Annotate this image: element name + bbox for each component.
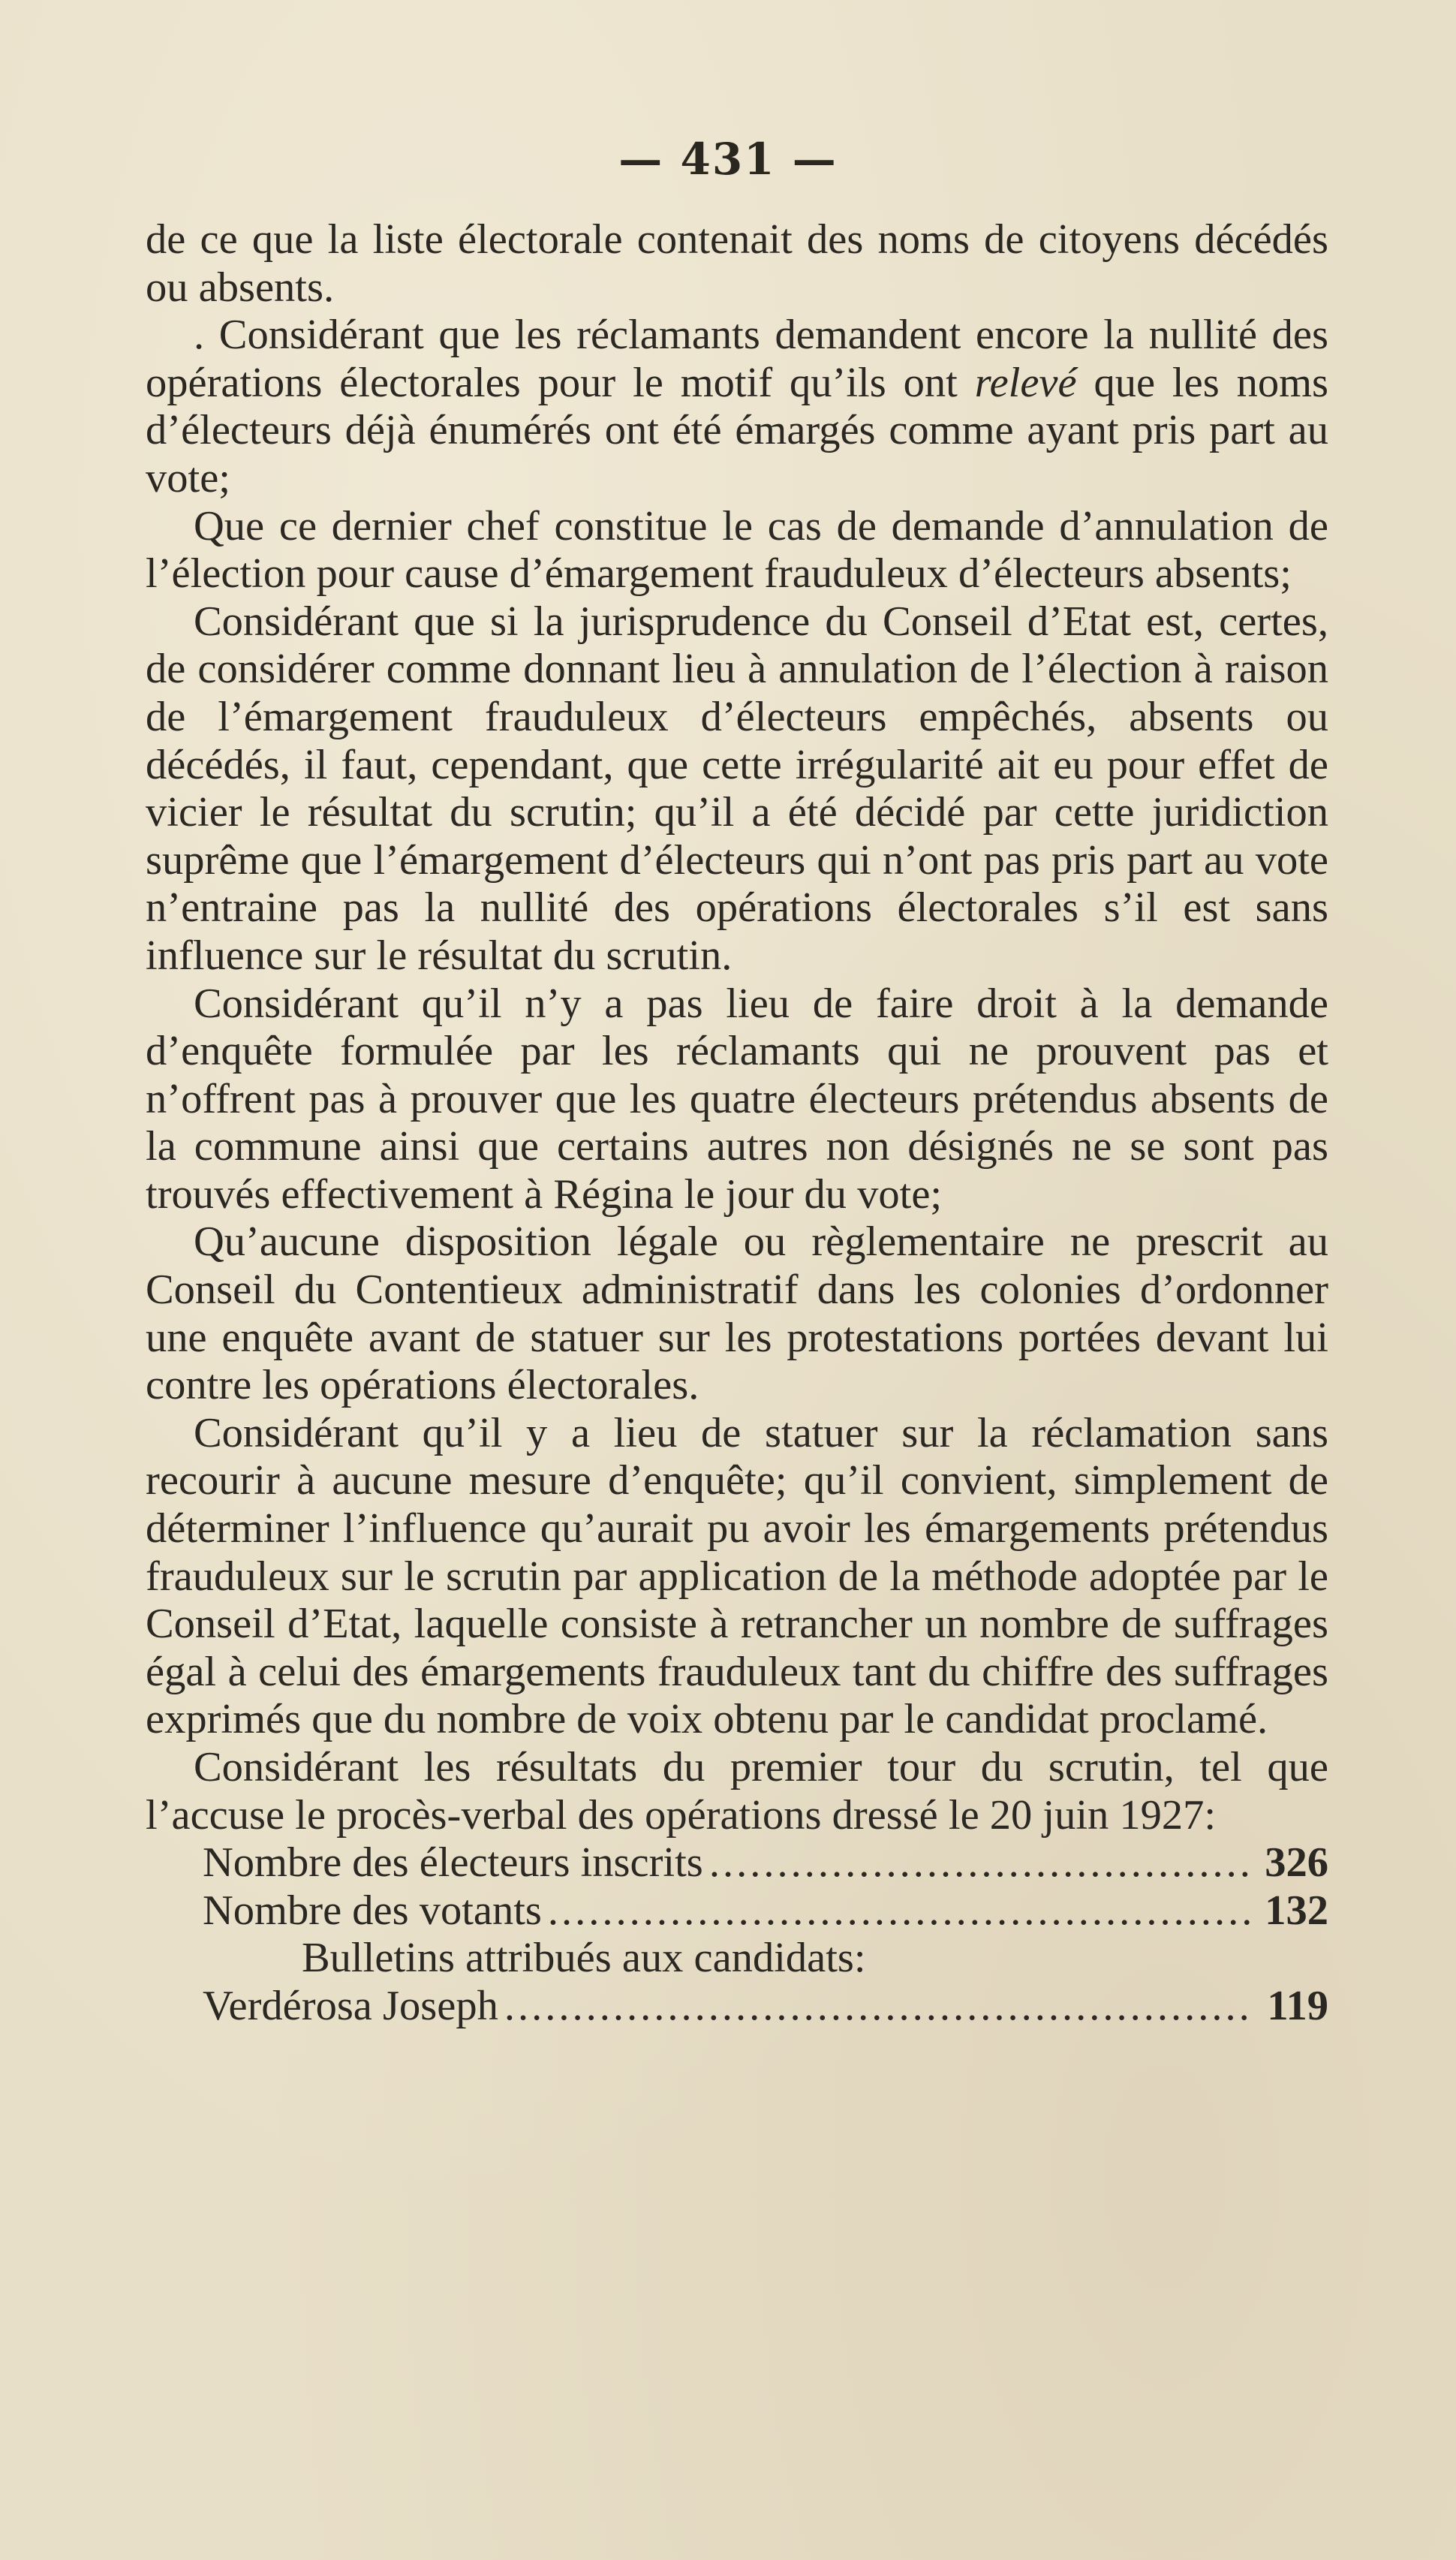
tally-label: Nombre des votants <box>203 1887 542 1934</box>
tally-row-registered <box>146 1839 1328 1887</box>
tally-label: Verdérosa Joseph <box>203 1982 498 2029</box>
body-text <box>146 216 1328 2031</box>
paragraph-text: . Considérant que les réclamants demandent encore la nullité des opérations électorales pour le motif qu’ils ont <box>146 312 1328 406</box>
paragraph-continuation: de ce que la liste électorale contenait des noms de citoyens décédés ou absents. <box>146 216 1328 311</box>
tally-label: Nombre des électeurs inscrits <box>203 1839 703 1887</box>
page-number: — 431 — <box>618 134 838 185</box>
paragraph-results-intro: Considérant les résultats du premier tour du scrutin, tel que l’accuse le procès-verbal des opérations dressé le 20 juin 1927: <box>146 1744 1328 1839</box>
paragraph-text: que les noms d’électeurs déjà énumérés ont été émargés comme ayant pris part au vote; <box>146 359 1329 501</box>
paragraph-inquiry-request: Considérant qu’il n’y a pas lieu de faire droit à la demande d’enquête formulée par les réclamants qui ne prouvent pas et n’offrent pas à prouver que les quatre électeurs prétendus absents de la commune ainsi que certains autres non désignés ne se sont pas trouvés effectivement à Régina le jour du vote; <box>146 980 1328 1218</box>
tally-value: 132 <box>1265 1887 1328 1934</box>
paragraph-jurisprudence: Considérant que si la jurisprudence du Conseil d’Etat est, certes, de considérer comme donnant lieu à annulation de l’élection à raison de l’émargement frauduleux d’électeurs empêchés, absents ou décédés, il faut, cependant, que cette irrégularité ait eu pour effet de vicier le résultat du scrutin; qu’il a été décidé par cette juridiction suprême que l’émargement d’électeurs qui n’ont pas pris part au vote n’entraine pas la nullité des opérations électorales s’il est sans influence sur le résultat du scrutin. <box>146 598 1328 979</box>
dot-leader <box>504 1983 1250 2031</box>
paragraph-legal-provision: Qu’aucune disposition légale ou règlementaire ne prescrit au Conseil du Contentieux administratif dans les colonies d’ordonner une enquête avant de statuer sur les protestations portées devant lui contre les opérations électorales. <box>146 1218 1328 1409</box>
tally-row-voters <box>146 1887 1328 1935</box>
results-tally <box>146 1839 1328 2030</box>
paragraph-method: Considérant qu’il y a lieu de statuer sur la réclamation sans recourir à aucune mesure d’enquête; qu’il convient, simplement de déterminer l’influence qu’aurait pu avoir les émargements prétendus frauduleux sur le scrutin par application de la méthode adoptée par le Conseil d’Etat, laquelle consiste à retrancher un nombre de suffrages égal à celui des émargements frauduleux tant du chiffre des suffrages exprimés que du nombre de voix obtenu par le candidat proclamé. <box>146 1409 1328 1743</box>
tally-value: 326 <box>1265 1839 1328 1887</box>
paragraph-annulment-case: Que ce dernier chef constitue le cas de demande d’annulation de l’élection pour cause d’émargement frauduleux d’électeurs absents; <box>146 502 1328 598</box>
tally-value: 119 <box>1267 1982 1328 2029</box>
dot-leader <box>548 1887 1250 1935</box>
tally-subheading <box>146 1935 1328 1983</box>
dot-leader <box>709 1839 1250 1887</box>
italic-term: relevé <box>974 359 1077 406</box>
paragraph-nullity-claim <box>146 312 1328 502</box>
tally-row-candidate <box>146 1983 1328 2031</box>
tally-heading: Bulletins attribués aux candidats: <box>302 1935 866 1982</box>
